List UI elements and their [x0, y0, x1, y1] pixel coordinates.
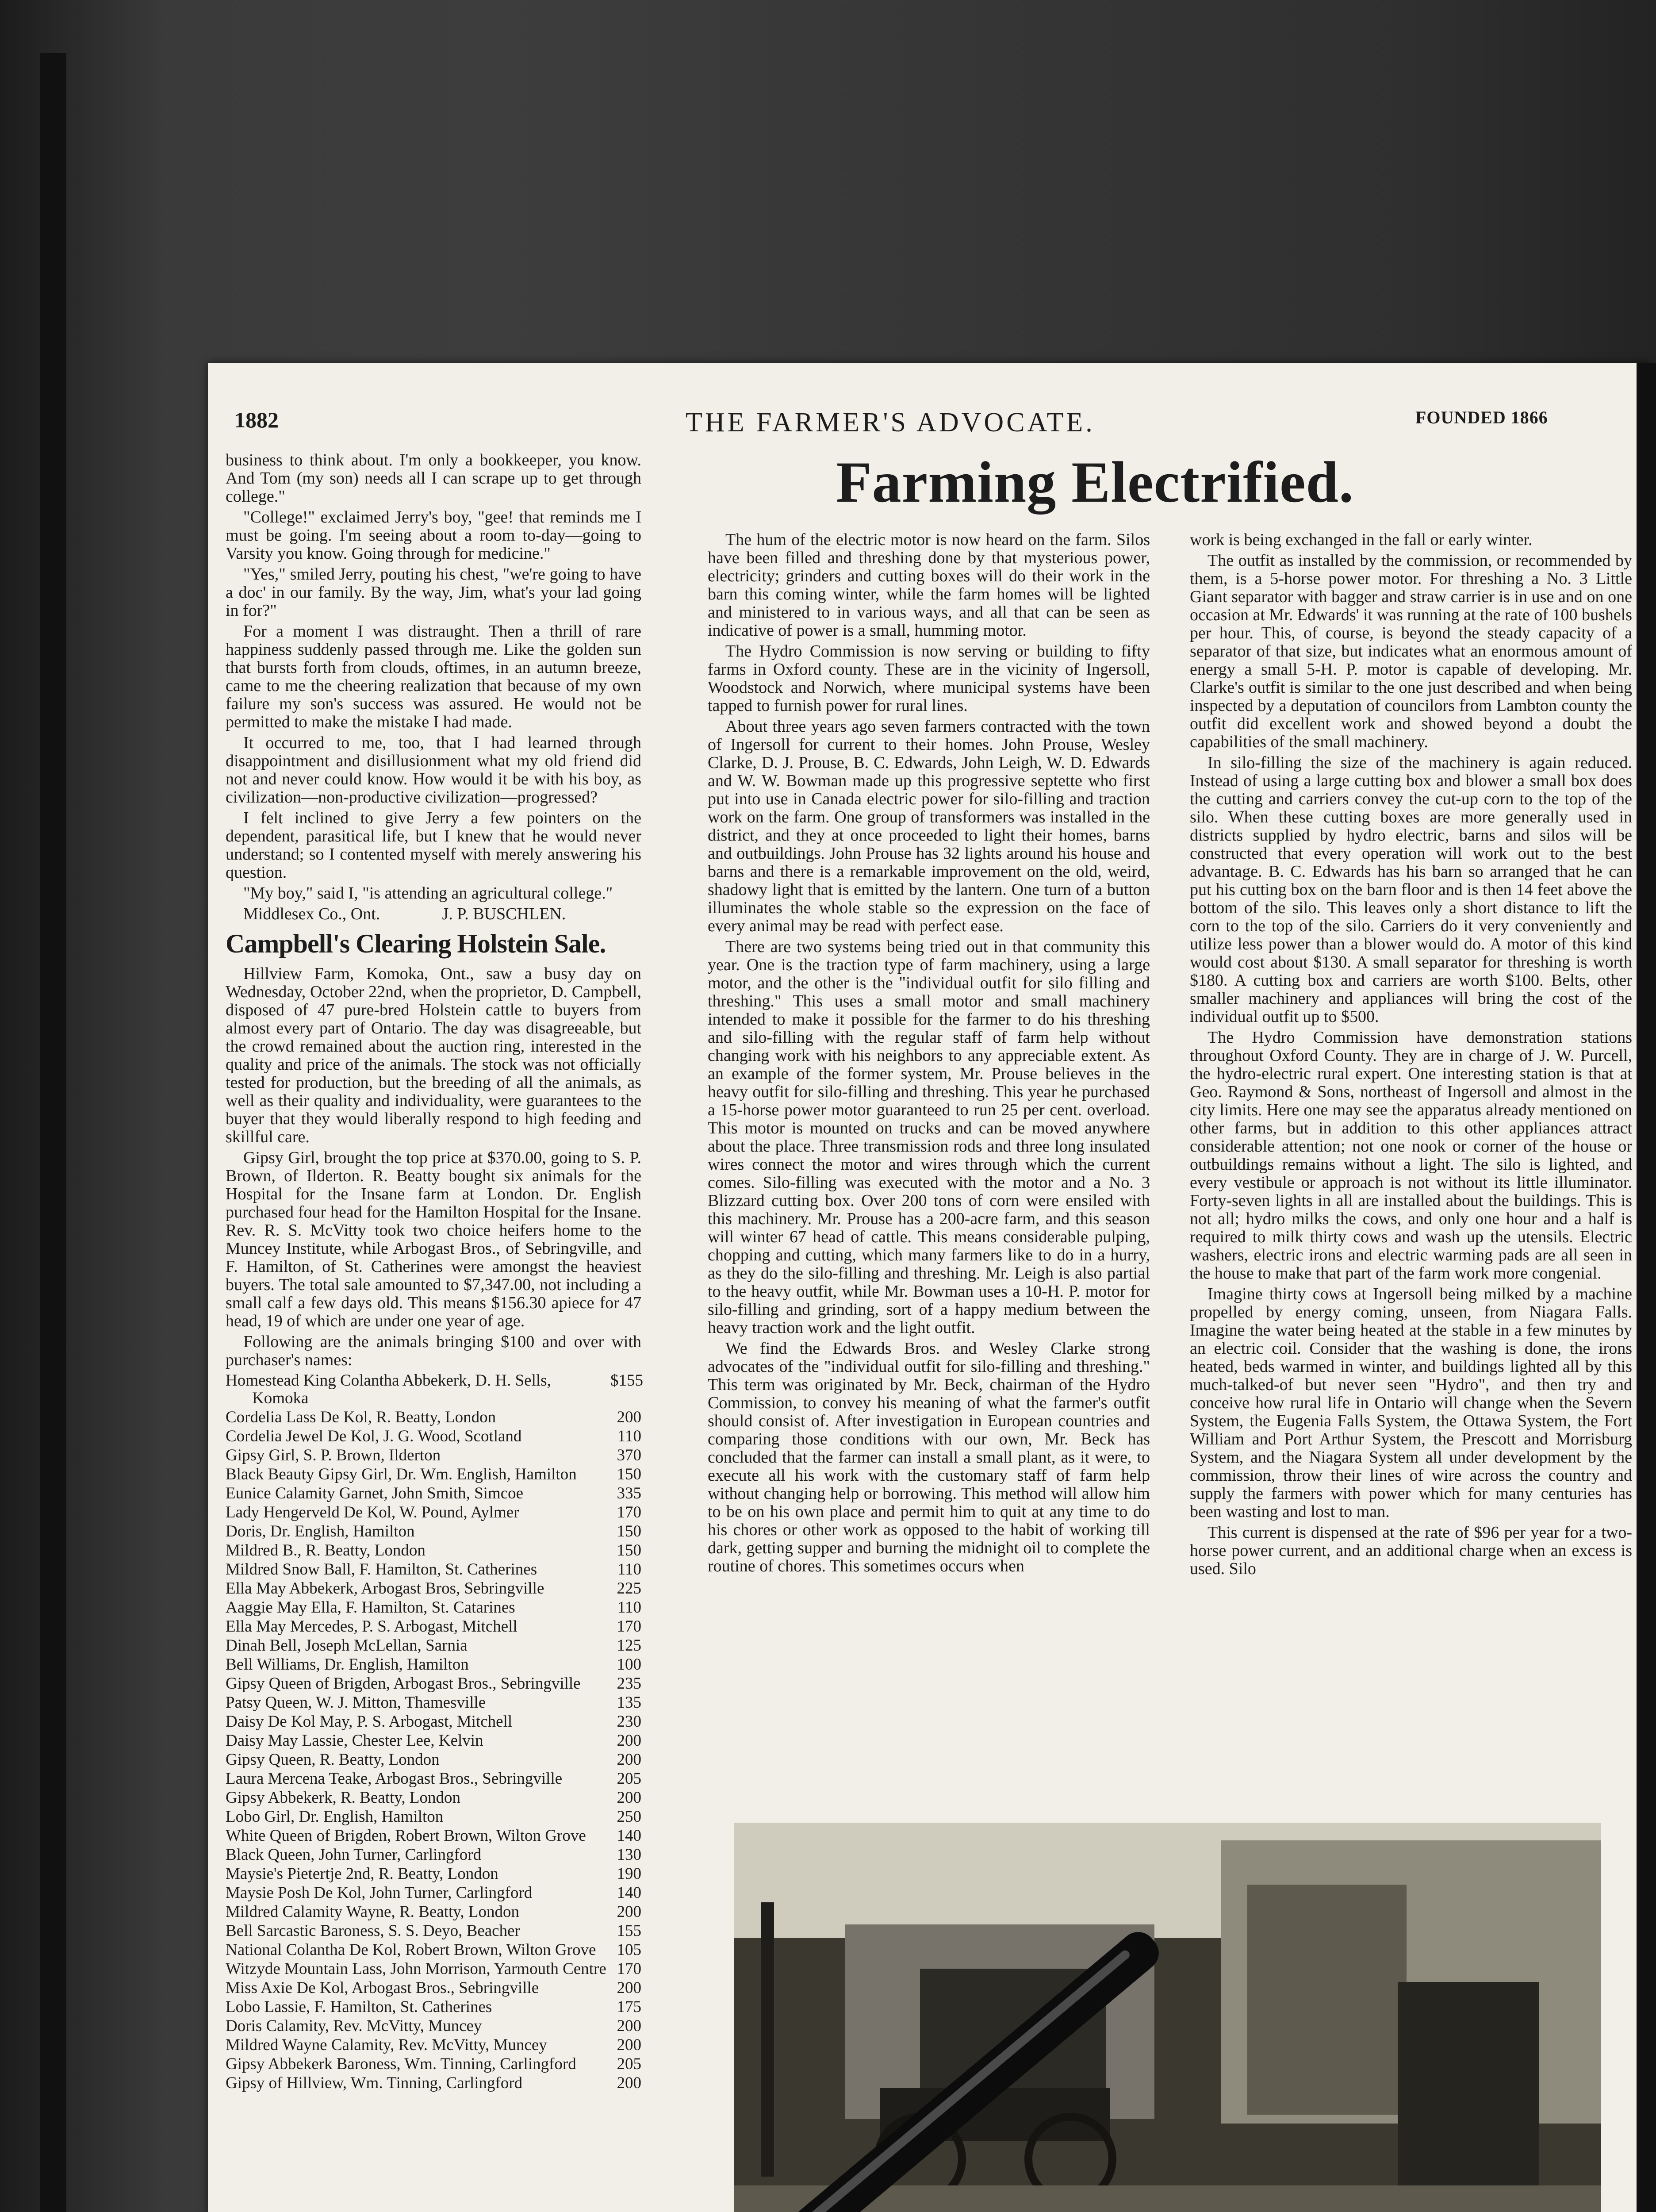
sale-amount: 250: [617, 1808, 641, 1826]
article-paragraph: In silo-filling the size of the machinery is again reduced. Instead of using a large cutting box and blower a small box does the cutting and carriers convey the cut-up corn to the top of the silo. When these cutting boxes are more generally used in districts supplied by hydro electric, barns and silos will be constructed that every operation will work out to the best advantage. B. C. Edwards has his barn so arranged that he can put his cutting box on the barn floor and is then 14 feet above the bottom of the silo. This leaves only a short distance to lift the corn to the top of the silo. Carriers do it very conveniently and utilize less power than a blower would do. A motor of this kind would cost about $130. A small separator for threshing is worth $180. A cutting box and carriers are worth $100. Belts, other smaller machinery and appliances will bring the cost of the individual outfit up to $500.: [1190, 753, 1632, 1026]
sale-row: [226, 1485, 641, 1502]
sale-amount: 170: [617, 1503, 641, 1521]
sale-row: [226, 1865, 641, 1883]
article-paragraph: This current is dispensed at the rate of $96 per year for a two-horse power current, and an additional charge when an excess is used. Silo: [1190, 1523, 1632, 1578]
sale-animal-and-buyer: Bell Sarcastic Baroness, S. S. Deyo, Beacher: [226, 1922, 520, 1940]
sale-row: [226, 1751, 641, 1769]
story-paragraph: I felt inclined to give Jerry a few pointers on the dependent, parasitical life, but I knew that he would never understand; so I contented myself with merely answering his question.: [226, 809, 641, 882]
sale-amount: 205: [617, 2055, 641, 2073]
sale-amount: 200: [617, 2017, 641, 2035]
sale-row: [226, 1998, 641, 2016]
sale-animal-and-buyer: Maysie Posh De Kol, John Turner, Carlingford: [226, 1884, 533, 1902]
sales-list: [226, 1372, 641, 2092]
sale-row: [226, 1428, 641, 1445]
article-paragraph: The Hydro Commission is now serving or building to fifty farms in Oxford county. These are in the vicinity of Ingersoll, Woodstock and Norwich, where municipal systems have been tapped to furnish power for rural lines.: [708, 642, 1150, 715]
sale-row: [226, 2055, 641, 2073]
signature-line: [226, 905, 641, 923]
sale-amount: 170: [617, 1960, 641, 1978]
sale-row: [226, 1732, 641, 1750]
sale-amount: 110: [617, 1427, 641, 1445]
publication-title: THE FARMER'S ADVOCATE.: [686, 407, 1095, 438]
sale-animal-and-buyer: White Queen of Brigden, Robert Brown, Wilton Grove: [226, 1827, 586, 1845]
sale-animal-and-buyer: Witzyde Mountain Lass, John Morrison, Yarmouth Centre: [226, 1960, 606, 1978]
binding-edge: [40, 53, 66, 2212]
article-paragraph: About three years ago seven farmers contracted with the town of Ingersoll for current to their homes. John Prouse, Wesley Clarke, D. J. Prouse, B. C. Edwards, John Leigh, W. D. Edwards and W. W. Bowman made up this progressive septette who first put into use in Canada electric power for silo-filling and traction work on the farm. One group of transformers was installed in the district, and they at once proceeded to light their homes, barns and outbuildings. John Prouse has 32 lights around his house and barns and there is a remarkable improvement on the old, weird, shadowy light that is emitted by the lantern. One turn of a button illuminates the whole stable so the expression on the face of every animal may be read with perfect ease.: [708, 717, 1150, 935]
sale-amount: 230: [617, 1713, 641, 1731]
sale-animal-and-buyer: Daisy May Lassie, Chester Lee, Kelvin: [226, 1732, 483, 1750]
sale-animal-and-buyer: Homestead King Colantha Abbekerk, D. H. Sells, Komoka: [226, 1371, 551, 1407]
newspaper-page: [208, 363, 1650, 2212]
sale-amount: 200: [617, 2074, 641, 2092]
sale-animal-and-buyer: Dinah Bell, Joseph McLellan, Sarnia: [226, 1636, 468, 1655]
sale-amount: 200: [617, 2036, 641, 2054]
sale-row: [226, 1694, 641, 1712]
sale-amount: $155: [610, 1371, 643, 1390]
page-shadow: [1637, 363, 1656, 2212]
sale-row: [226, 1409, 641, 1426]
sale-row: [226, 1884, 641, 1902]
sale-animal-and-buyer: Mildred Snow Ball, F. Hamilton, St. Catherines: [226, 1560, 537, 1578]
article-paragraph: The outfit as installed by the commission, or recommended by them, is a 5-horse power motor. For threshing a No. 3 Little Giant separator with bagger and straw carrier is in use and on one occasion at Mr. Edwards' it was running at the rate of 100 bushels per hour. This, of course, is beyond the steady capacity of a separator of that size, but indicates what an enormous amount of energy a small 5-H. P. motor is capable of developing. Mr. Clarke's outfit is similar to the one just described and when being inspected by a deputation of councilors from Lambton county the outfit did excellent work and showed beyond a doubt the capabilities of the small machinery.: [1190, 551, 1632, 751]
sale-row: [226, 1523, 641, 1540]
sale-amount: 175: [617, 1998, 641, 2016]
sale-amount: 100: [617, 1655, 641, 1674]
founded-line: FOUNDED 1866: [1415, 407, 1548, 427]
sale-amount: 335: [617, 1484, 641, 1502]
sale-animal-and-buyer: Ella May Mercedes, P. S. Arbogast, Mitchell: [226, 1617, 518, 1636]
sale-amount: 155: [617, 1922, 641, 1940]
sale-animal-and-buyer: Gipsy Abbekerk, R. Beatty, London: [226, 1789, 460, 1807]
sale-row: [226, 1922, 641, 1940]
sale-animal-and-buyer: Lady Hengerveld De Kol, W. Pound, Aylmer: [226, 1503, 519, 1521]
sale-row: [226, 1447, 641, 1464]
sale-row: [226, 1979, 641, 1997]
sale-row: [226, 1827, 641, 1845]
sale-amount: 110: [617, 1560, 641, 1578]
story-paragraph: "Yes," smiled Jerry, pouting his chest, "we're going to have a doc' in our family. By the way, Jim, what's your lad going in for?": [226, 565, 641, 620]
sale-row: [226, 1770, 641, 1788]
sale-row: [226, 1808, 641, 1826]
sale-amount: 170: [617, 1617, 641, 1636]
sale-row: [226, 1466, 641, 1483]
sale-animal-and-buyer: Mildred Calamity Wayne, R. Beatty, London: [226, 1903, 519, 1921]
signature-name: J. P. BUSCHLEN.: [442, 905, 566, 923]
story-paragraph: "College!" exclaimed Jerry's boy, "gee! that reminds me I must be going. I'm seeing about a room to-day—going to Varsity you know. Going through for medicine.": [226, 508, 641, 563]
sale-animal-and-buyer: Patsy Queen, W. J. Mitton, Thamesville: [226, 1694, 486, 1712]
article-paragraph: The Hydro Commission have demonstration stations throughout Oxford County. They are in charge of J. W. Purcell, the hydro-electric rural expert. One interesting station is that at Geo. Raymond & Sons, northeast of Ingersoll and almost in the city limits. Here one may see the apparatus already mentioned on other farms, but in addition to this other appliances attract considerable attention; not one nook or corner of the house or outbuildings remains without a light. The silo is lighted, and every vestibule or approach is not without its little illuminator. Forty-seven lights in all are installed about the buildings. This is not all; hydro milks the cows, and only one hour and a half is required to milk thirty cows and wash up the utensils. Electric washers, electric irons and electric warming pads are all seen in the house to make that part of the farm work more congenial.: [1190, 1028, 1632, 1283]
sale-amount: 125: [617, 1636, 641, 1655]
left-column: [226, 451, 641, 2093]
sale-row: [226, 1960, 641, 1978]
sale-amount: 200: [617, 1979, 641, 1997]
sale-row: [226, 1846, 641, 1864]
sale-amount: 150: [617, 1522, 641, 1540]
sale-animal-and-buyer: Doris, Dr. English, Hamilton: [226, 1522, 415, 1540]
sale-animal-and-buyer: Gipsy Queen of Brigden, Arbogast Bros., Sebringville: [226, 1674, 581, 1693]
sale-amount: 370: [617, 1446, 641, 1464]
sale-row: [226, 1675, 641, 1693]
sale-row: [226, 1580, 641, 1598]
sale-row: [226, 1789, 641, 1807]
sale-amount: 130: [617, 1846, 641, 1864]
sale-amount: 200: [617, 1732, 641, 1750]
sale-row: [226, 1561, 641, 1578]
sale-amount: 200: [617, 1408, 641, 1426]
sale-row: [226, 1504, 641, 1521]
sale-row: [226, 1713, 641, 1731]
sale-paragraph: Following are the animals bringing $100 and over with purchaser's names:: [226, 1333, 641, 1369]
sale-animal-and-buyer: Gipsy Girl, S. P. Brown, Ilderton: [226, 1446, 441, 1464]
sale-amount: 235: [617, 1674, 641, 1693]
sale-animal-and-buyer: Mildred Wayne Calamity, Rev. McVitty, Muncey: [226, 2036, 547, 2054]
sale-row: [226, 1599, 641, 1617]
sale-animal-and-buyer: Lobo Lassie, F. Hamilton, St. Catherines: [226, 1998, 492, 2016]
article-paragraph: work is being exchanged in the fall or early winter.: [1190, 530, 1533, 549]
sale-amount: 190: [617, 1865, 641, 1883]
sale-row: [226, 1542, 641, 1559]
sale-amount: 140: [617, 1827, 641, 1845]
sale-row: [226, 1941, 641, 1959]
sale-row: [226, 1618, 641, 1636]
story-paragraph: "My boy," said I, "is attending an agricultural college.": [243, 884, 613, 902]
sale-animal-and-buyer: Doris Calamity, Rev. McVitty, Muncey: [226, 2017, 482, 2035]
sale-animal-and-buyer: Cordelia Lass De Kol, R. Beatty, London: [226, 1408, 496, 1426]
sale-animal-and-buyer: Laura Mercena Teake, Arbogast Bros., Sebringville: [226, 1770, 563, 1788]
sale-row: [226, 2017, 641, 2035]
sale-animal-and-buyer: Cordelia Jewel De Kol, J. G. Wood, Scotland: [226, 1427, 522, 1445]
sale-animal-and-buyer: Lobo Girl, Dr. English, Hamilton: [226, 1808, 444, 1826]
sale-animal-and-buyer: Ella May Abbekerk, Arbogast Bros, Sebringville: [226, 1579, 544, 1598]
article-headline: Farming Electrified.: [836, 449, 1354, 515]
sale-amount: 140: [617, 1884, 641, 1902]
story-paragraph: It occurred to me, too, that I had learned through disappointment and disillusionment what my old friend did not and never could know. How would it be with his boy, as civilization—non-productive civilization—progressed?: [226, 733, 641, 806]
sale-animal-and-buyer: Gipsy Abbekerk Baroness, Wm. Tinning, Carlingford: [226, 2055, 576, 2073]
sale-animal-and-buyer: Black Queen, John Turner, Carlingford: [226, 1846, 482, 1864]
sale-animal-and-buyer: Mildred B., R. Beatty, London: [226, 1541, 426, 1559]
sale-amount: 135: [617, 1694, 641, 1712]
sale-row: [226, 1656, 641, 1674]
sale-amount: 110: [617, 1598, 641, 1617]
sale-amount: 200: [617, 1903, 641, 1921]
story-paragraph: business to think about. I'm only a bookkeeper, you know. And Tom (my son) needs all I can scrape up to get through college.": [226, 451, 641, 506]
sale-paragraph: Hillview Farm, Komoka, Ont., saw a busy day on Wednesday, October 22nd, when the proprietor, D. Campbell, disposed of 47 pure-bred Holstein cattle to buyers from almost every part of Ontario. The day was disagreeable, but the crowd remained about the auction ring, interested in the quality and price of the animals. The stock was not officially tested for production, but the breeding of all the animals, as well as their quality and individuality, were guarantees to the buyer that they would liberally respond to high feeding and skillful care.: [226, 964, 641, 1146]
sale-animal-and-buyer: Maysie's Pietertje 2nd, R. Beatty, London: [226, 1865, 498, 1883]
sale-amount: 225: [617, 1579, 641, 1598]
sale-animal-and-buyer: Black Beauty Gipsy Girl, Dr. Wm. English, Hamilton: [226, 1465, 577, 1483]
sale-animal-and-buyer: National Colantha De Kol, Robert Brown, Wilton Grove: [226, 1941, 596, 1959]
sale-animal-and-buyer: Bell Williams, Dr. English, Hamilton: [226, 1655, 469, 1674]
sale-amount: 200: [617, 1751, 641, 1769]
sale-row: [226, 1903, 641, 1921]
sale-amount: 200: [617, 1789, 641, 1807]
sale-amount: 150: [617, 1465, 641, 1483]
page-number: 1882: [234, 407, 279, 432]
sale-animal-and-buyer: Daisy De Kol May, P. S. Arbogast, Mitchell: [226, 1713, 513, 1731]
sale-animal-and-buyer: Aaggie May Ella, F. Hamilton, St. Catarines: [226, 1598, 515, 1617]
sale-row: [226, 2036, 641, 2054]
sale-animal-and-buyer: Eunice Calamity Garnet, John Smith, Simcoe: [226, 1484, 524, 1502]
sale-animal-and-buyer: Gipsy Queen, R. Beatty, London: [226, 1751, 440, 1769]
article-paragraph: We find the Edwards Bros. and Wesley Clarke strong advocates of the "individual outfit for silo-filling and threshing." This term was originated by Mr. Beck, chairman of the Hydro Commission, to convey his meaning of what the farmer's outfit should consist of. After investigation in European countries and comparing those conditions with our own, Mr. Beck has concluded that the farmer can install a small plant, as it were, to execute all his work with the customary staff of farm help without changing help or borrowing. This method will allow him to be on his own place and permit him to quit at any time to do his chores or other work as opposed to the habit of working till dark, getting supper and burning the midnight oil to complete the routine of chores. This sometimes occurs when: [708, 1339, 1150, 1575]
sale-animal-and-buyer: Miss Axie De Kol, Arbogast Bros., Sebringville: [226, 1979, 539, 1997]
right-column: [1190, 531, 1632, 1581]
sale-row: [226, 2074, 641, 2092]
sale-paragraph: Gipsy Girl, brought the top price at $370.00, going to S. P. Brown, of Ilderton. R. Beatty bought six animals for the Hospital for the Insane farm at London. Dr. English purchased four head for the Hamilton Hospital for the Insane. Rev. R. S. McVitty took two choice heifers home to the Muncey Institute, while Arbogast Bros., of Sebringville, and F. Hamilton, of St. Catherines were amongst the heaviest buyers. The total sale amounted to $7,347.00, not including a small calf a few days old. This means $156.30 apiece for 47 head, 19 of which are under one year of age.: [226, 1148, 641, 1330]
story-paragraph: For a moment I was distraught. Then a thrill of rare happiness suddenly passed through me. Like the golden sun that bursts forth from clouds, oftimes, in an autumn breeze, came to me the cheering realization that because of my own failure my son's success was assured. He would not be permitted to make the mistake I had made.: [226, 622, 641, 731]
sale-headline: Campbell's Clearing Holstein Sale.: [226, 929, 606, 958]
sale-row: [226, 1637, 641, 1655]
article-paragraph: The hum of the electric motor is now heard on the farm. Silos have been filled and threshing done by that mysterious power, electricity; grinders and cutting boxes will do their work in the barn this coming winter, while the farm homes will be lighted and ministered to in various ways, and all that can be seen as indicative of power is a small, humming motor.: [708, 530, 1150, 640]
sale-amount: 105: [617, 1941, 641, 1959]
sale-amount: 150: [617, 1541, 641, 1559]
signature-place: Middlesex Co., Ont.: [243, 905, 380, 923]
sale-animal-and-buyer: Gipsy of Hillview, Wm. Tinning, Carlingford: [226, 2074, 523, 2092]
article-paragraph: There are two systems being tried out in that community this year. One is the traction type of farm machinery, using a large motor, and the other is the "individual outfit for silo filling and threshing." This uses a small motor and small machinery intended to make it possible for the farmer to do his threshing and silo-filling with the regular staff of farm help without changing work with his neighbors to any appreciable extent. As an example of the former system, Mr. Prouse believes in the heavy outfit for silo-filling and threshing. This year he purchased a 15-horse power motor guaranteed to run 25 per cent. overload. This motor is mounted on trucks and can be moved anywhere about the place. Three transmission rods and three long insulated wires connect the motor and wires through which the current comes. Silo-filling was executed with the motor and a No. 3 Blizzard cutting box. Over 200 tons of corn were ensiled with this machinery. Mr. Prouse has a 200-acre farm, and this season will winter 67 head of cattle. This means considerable pulping, chopping and cutting, which many farmers like to do in a hurry, as they do the silo-filling and threshing. Mr. Leigh is also partial to the heavy outfit, while Mr. Bowman uses a 10-H. P. motor for silo-filling and grinding, sort of a happy medium between the heavy traction work and the light outfit.: [708, 937, 1150, 1337]
sale-row: [226, 1372, 641, 1407]
sale-amount: 205: [617, 1770, 641, 1788]
article-paragraph: Imagine thirty cows at Ingersoll being milked by a machine propelled by energy coming, unseen, from Niagara Falls. Imagine the water being heated at the stable in a few minutes by an electric coil. Consider that the washing is done, the irons heated, beds warmed in winter, and buildings lighted all by this much-talked-of but never seen "Hydro", and then try and conceive how rural life in Ontario will change when the Severn System, the Eugenia Falls System, the Ottawa System, the Fort William and Port Arthur System, the Prescott and Morrisburg System, and the Niagara System all under development by the commission, throw their lines of wire across the country and supply the farmers with power which for many centuries has been wasting and lost to man.: [1190, 1285, 1632, 1521]
middle-column: [708, 531, 1150, 1578]
